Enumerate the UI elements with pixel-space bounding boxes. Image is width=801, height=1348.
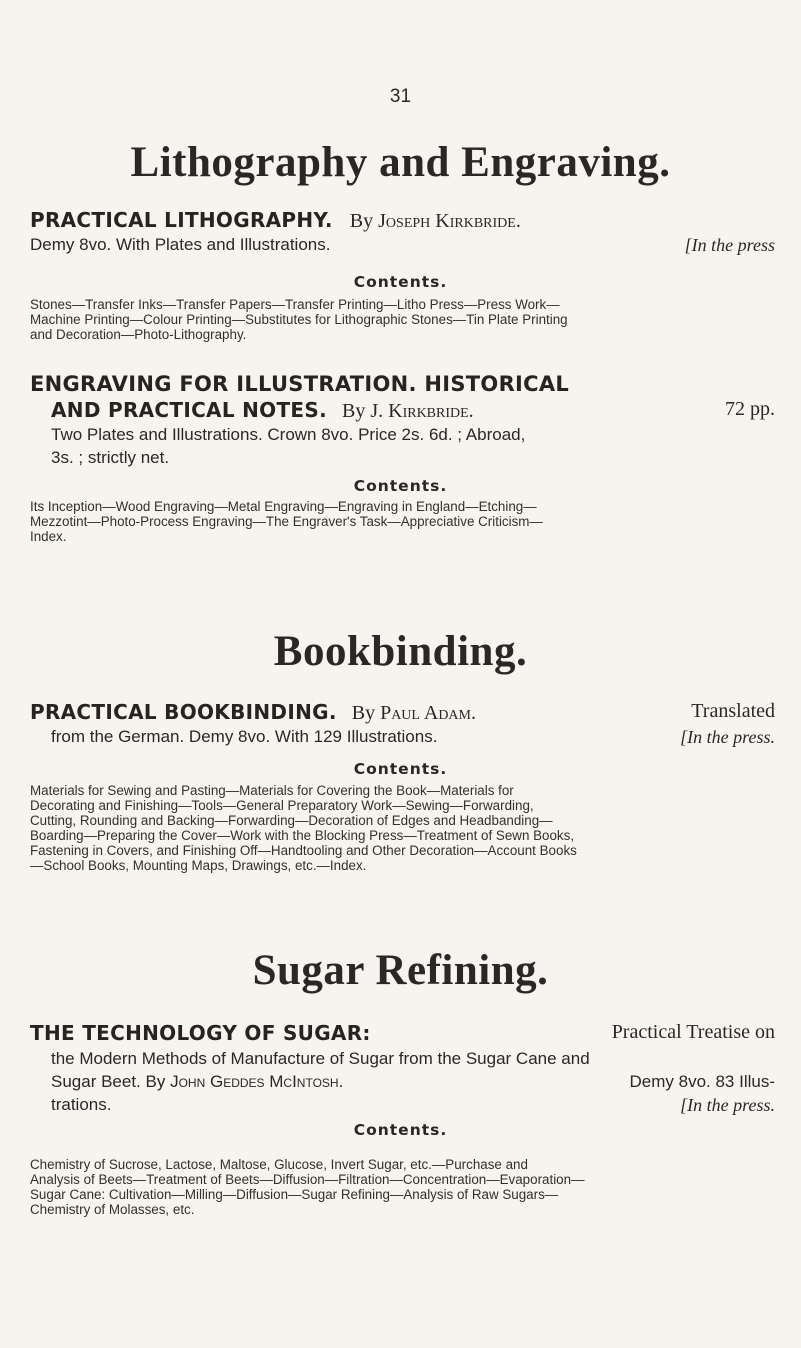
contents-line: —School Books, Mounting Maps, Drawings, etc.—Index.	[30, 858, 367, 873]
contents-line: Decorating and Finishing—Tools—General Preparatory Work—Sewing—Forwarding,	[30, 798, 534, 813]
contents-line: Chemistry of Molasses, etc.	[30, 1202, 195, 1217]
translated-note: Translated	[691, 700, 775, 722]
by-label: By J.	[342, 400, 384, 422]
author-name: Joseph Kirkbride.	[378, 210, 521, 232]
contents-text	[30, 1157, 772, 1217]
edition-details: Two Plates and Illustrations. Crown 8vo. Price 2s. 6d. ; Abroad,	[51, 425, 526, 444]
entry-title: PRACTICAL BOOKBINDING.	[30, 700, 337, 724]
contents-text	[30, 783, 772, 873]
press-status: [In the press.	[680, 727, 775, 747]
by-label: By	[349, 210, 374, 232]
contents-line: Index.	[30, 529, 67, 544]
section-title-bookbinding: Bookbinding.	[273, 628, 528, 675]
entry-title: PRACTICAL LITHOGRAPHY.	[30, 208, 333, 232]
entry-subtitle: Practical Treatise on	[611, 1021, 775, 1043]
contents-line: Cutting, Rounding and Backing—Forwarding—Decoration of Edges and Headbanding—	[30, 813, 553, 828]
edition-details-continued: trations.	[51, 1095, 112, 1114]
edition-details: Demy 8vo. 83 Illus-	[629, 1072, 775, 1091]
entry-practical-lithography	[30, 208, 775, 255]
edition-details: from the German. Demy 8vo. With 129 Illustrations.	[51, 727, 438, 746]
contents-heading: Contents.	[353, 1121, 448, 1139]
contents-heading: Contents.	[353, 477, 448, 495]
contents-line: Boarding—Preparing the Cover—Work with the Blocking Press—Treatment of Sewn Books,	[30, 828, 575, 843]
contents-line: Materials for Sewing and Pasting—Materials for Covering the Book—Materials for	[30, 783, 514, 798]
section-title-sugar-refining: Sugar Refining.	[252, 947, 549, 994]
contents-text	[30, 499, 772, 544]
contents-line: Analysis of Beets—Treatment of Beets—Diffusion—Filtration—Concentration—Evaporation—	[30, 1172, 585, 1187]
entry-title: ENGRAVING FOR ILLUSTRATION. HISTORICAL	[30, 372, 570, 396]
contents-line: Chemistry of Sucrose, Lactose, Maltose, Glucose, Invert Sugar, etc.—Purchase and	[30, 1157, 528, 1172]
entry-title: THE TECHNOLOGY OF SUGAR:	[30, 1021, 371, 1045]
by-label: By	[351, 702, 376, 724]
entry-engraving-for-illustration	[30, 372, 775, 468]
section-title-lithography: Lithography and Engraving.	[130, 139, 671, 186]
edition-details: Demy 8vo. With Plates and Illustrations.	[30, 235, 331, 254]
contents-line: Machine Printing—Colour Printing—Substitutes for Lithographic Stones—Tin Plate Printing	[30, 312, 568, 327]
contents-heading: Contents.	[353, 760, 448, 778]
contents-line: Sugar Cane: Cultivation—Milling—Diffusion—Sugar Refining—Analysis of Raw Sugars—	[30, 1187, 559, 1202]
author-name: Kirkbride.	[388, 400, 474, 422]
entry-practical-bookbinding	[30, 700, 775, 747]
contents-line: and Decoration—Photo-Lithography.	[30, 327, 247, 342]
contents-text	[30, 297, 772, 342]
author-name: Paul Adam.	[380, 702, 476, 724]
author-name: John Geddes McIntosh.	[170, 1072, 344, 1091]
entry-subtitle-end: Sugar Beet. By	[51, 1072, 166, 1091]
contents-line: Its Inception—Wood Engraving—Metal Engraving—Engraving in England—Etching—	[30, 499, 537, 514]
contents-heading: Contents.	[353, 273, 448, 291]
contents-line: Mezzotint—Photo-Process Engraving—The Engraver's Task—Appreciative Criticism—	[30, 514, 543, 529]
contents-line: Stones—Transfer Inks—Transfer Papers—Transfer Printing—Litho Press—Press Work—	[30, 297, 560, 312]
contents-line: Fastening in Covers, and Finishing Off—Handtooling and Other Decoration—Account Books	[30, 843, 577, 858]
entry-title-continued: AND PRACTICAL NOTES.	[51, 398, 327, 422]
press-status: [In the press	[684, 235, 775, 255]
page-count: 72 pp.	[725, 398, 775, 420]
price-details: 3s. ; strictly net.	[51, 448, 170, 467]
press-status: [In the press.	[680, 1095, 775, 1115]
page-number: 31	[389, 86, 412, 107]
entry-technology-of-sugar	[30, 1021, 775, 1115]
entry-subtitle-continued: the Modern Methods of Manufacture of Sugar from the Sugar Cane and	[51, 1049, 590, 1068]
